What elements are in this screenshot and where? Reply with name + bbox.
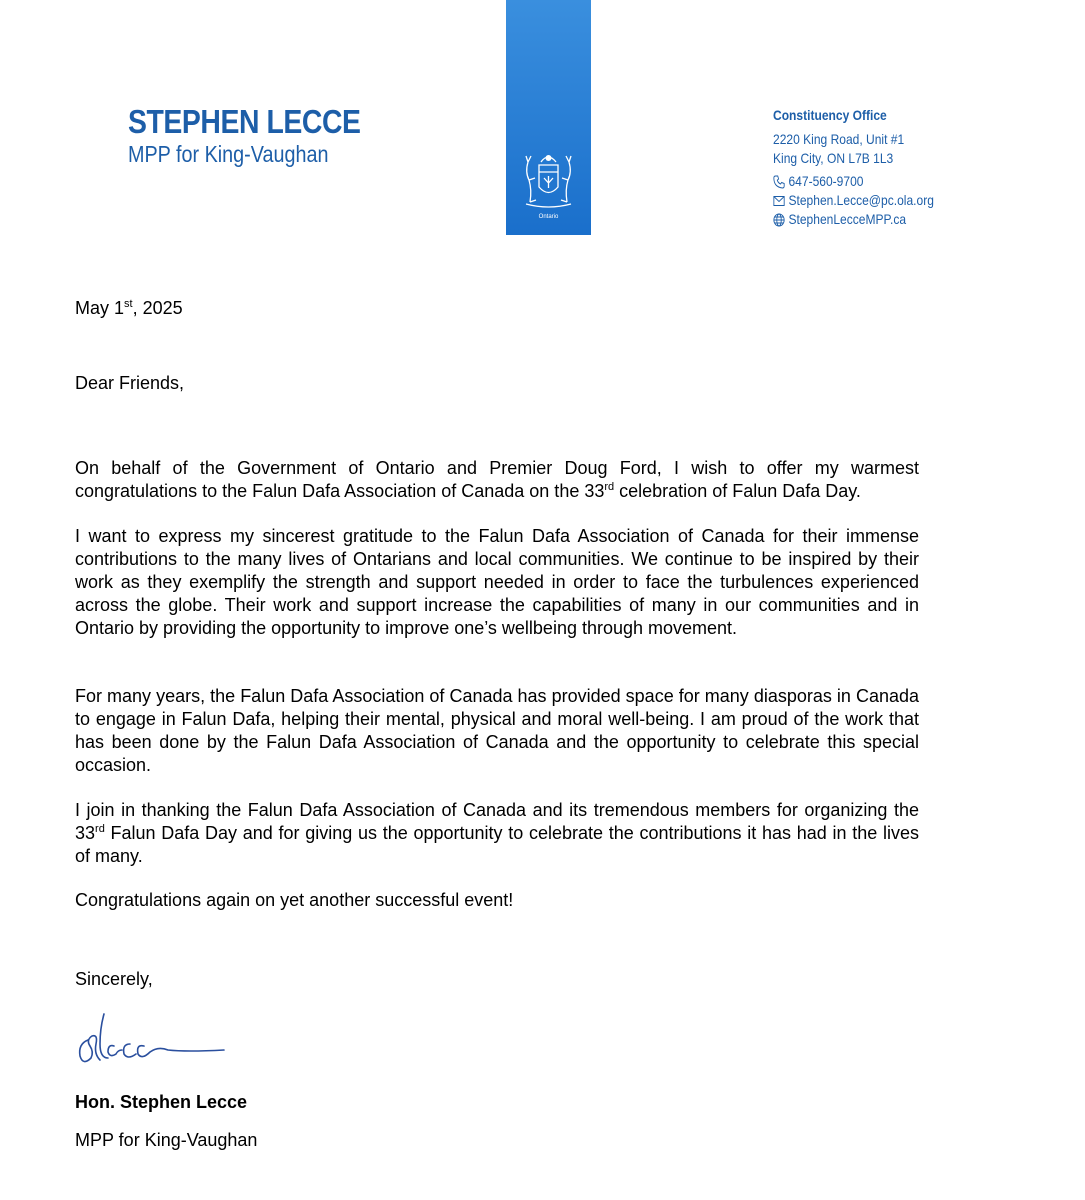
mail-icon — [773, 195, 785, 207]
crest-caption: Ontario — [538, 214, 559, 220]
signer-title: MPP for King-Vaughan — [75, 1130, 258, 1150]
ontario-crest-icon — [520, 150, 577, 222]
office-phone[interactable]: 647-560-9700 — [788, 173, 864, 189]
office-address-line2: King City, ON L7B 1L3 — [773, 150, 894, 166]
signer-name: Hon. Stephen Lecce — [75, 1092, 248, 1112]
office-website[interactable]: StephenLecceMPP.ca — [788, 211, 907, 227]
paragraph-2: I want to express my sincerest gratitude to the Falun Dafa Association of Canada for their immense contributions to the many lives of Ontarians and local communities. We continue to be inspired by their work as they exemplify the strength and support needed in order to face the turbulences experienced across the globe. Their work and support increase the capabilities of many in our communities and in Ontario by providing the opportunity to improve one’s wellbeing through movement. — [75, 526, 919, 638]
office-email-row — [773, 191, 934, 210]
office-heading: Constituency Office — [773, 107, 887, 123]
ontario-banner — [506, 0, 591, 235]
paragraph-1: On behalf of the Government of Ontario and Premier Doug Ford, I wish to offer my warmest congratulations to the Falun Dafa Association of Canada on the 33rd celebration of Falun Dafa Day. — [75, 458, 919, 501]
paragraph-3: For many years, the Falun Dafa Association of Canada has provided space for many diasporas in Canada to engage in Falun Dafa, helping their mental, physical and moral well-being. I am proud of the work that has been done by the Falun Dafa Association of Canada and the opportunity to celebrate this special occasion. — [75, 686, 919, 775]
closing: Sincerely, — [75, 969, 153, 989]
letter-date: May 1st, 2025 — [75, 298, 183, 318]
constituency-office-block — [773, 106, 934, 229]
letterhead-title: MPP for King-Vaughan — [128, 141, 329, 167]
office-email[interactable]: Stephen.Lecce@pc.ola.org — [788, 192, 934, 208]
globe-icon — [773, 213, 785, 227]
handwritten-signature — [74, 1000, 234, 1070]
paragraph-5: Congratulations again on yet another successful event! — [75, 890, 514, 910]
office-phone-row — [773, 172, 934, 191]
salutation: Dear Friends, — [75, 373, 185, 393]
office-website-row — [773, 210, 934, 229]
office-address-line1: 2220 King Road, Unit #1 — [773, 131, 905, 147]
phone-icon — [773, 175, 785, 189]
paragraph-4: I join in thanking the Falun Dafa Association of Canada and its tremendous members for organizing the 33rd Falun Dafa Day and for giving us the opportunity to celebrate the contributions it has had in the lives of many. — [75, 800, 919, 866]
letterhead-name: STEPHEN LECCE — [128, 103, 361, 140]
